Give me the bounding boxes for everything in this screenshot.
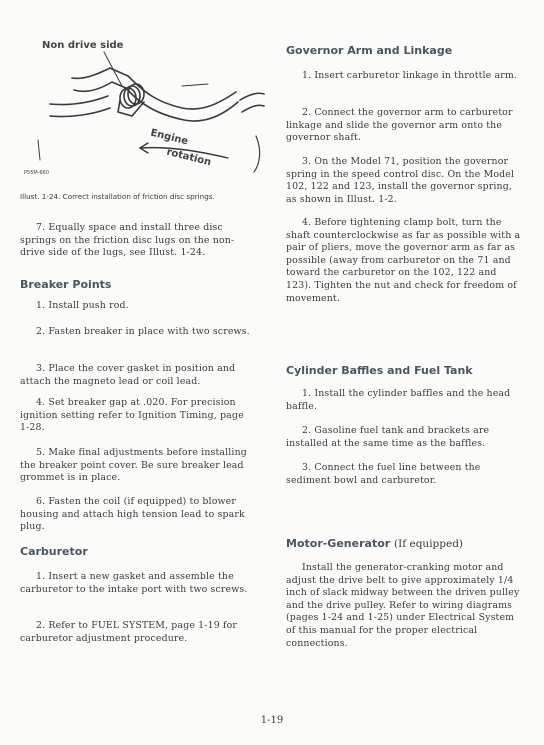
motor-generator-title: Motor-Generator [286,537,391,550]
carburetor-step-2: 2. Refer to FUEL SYSTEM, page 1-19 for carburetor adjustment procedure. [20,620,238,644]
friction-disc-step-7: 7. Equally space and install three disc springs on the friction disc lugs on the non-drive side of the lugs, see Illust. 1-24. [20,222,235,259]
breaker-step-1: 1. Install push rod. [36,300,129,311]
cylinder-step-2: 2. Gasoline fuel tank and brackets are installed at the same time as the baffles. [286,425,490,449]
cylinder-baffles-heading: Cylinder Baffles and Fuel Tank [286,364,473,377]
governor-step-2: 2. Connect the governor arm to carburetor linkage and slide the governor arm onto the governor shaft. [286,107,513,144]
friction-disc-drawing [32,40,268,188]
cylinder-step-3: 3. Connect the fuel line between the sediment bowl and carburetor. [286,462,481,486]
breaker-points-heading: Breaker Points [20,278,112,291]
motor-generator-instructions: Install the generator-cranking motor and adjust the drive belt to give approximately 1/4 inch of slack midway between the driven pulley and the drive pulley. Refer to wiring diagrams (pages 1-24 and 1-25) under Electrical System of this manual for the proper electrical connections. [286,562,520,649]
motor-generator-heading [286,537,463,550]
figure-code-label: P55M-660 [24,170,50,176]
carburetor-step-1: 1. Insert a new gasket and assemble the carburetor to the intake port with two screws. [20,571,248,595]
governor-step-4: 4. Before tightening clamp bolt, turn the shaft counterclockwise as far as possible with a pair of pliers, move the governor arm as far as possible (away from carburetor on the 71 and toward the carburetor on the 102, 122 and 123). Tighten the nut and check for freedom of movement. [286,217,521,304]
governor-step-3: 3. On the Model 71, position the governor spring in the speed control disc. On the Model 102, 122 and 123, install the governor spring, as shown in Illust. 1-2. [286,156,515,205]
governor-heading: Governor Arm and Linkage [286,44,453,57]
breaker-step-4: 4. Set breaker gap at .020. For precision ignition setting refer to Ignition Timing, page 1-28. [20,397,244,434]
figure-caption: Illust. 1-24. Correct installation of friction disc springs. [20,192,215,201]
friction-disc-springs-illustration [24,40,268,188]
engine-label: Engine [149,127,190,148]
rotation-label: rotation [165,146,213,169]
breaker-step-5: 5. Make final adjustments before installing the breaker point cover. Be sure breaker lead grommet is in place. [20,447,247,484]
governor-step-1: 1. Insert carburetor linkage in throttle arm. [302,70,518,81]
motor-generator-qualifier: (If equipped) [394,538,464,550]
breaker-step-2: 2. Fasten breaker in place with two screws. [36,326,250,337]
page-number: 1-19 [260,715,284,726]
carburetor-heading: Carburetor [20,545,88,558]
breaker-step-3: 3. Place the cover gasket in position and attach the magneto lead or coil lead. [20,363,236,387]
breaker-step-6: 6. Fasten the coil (if equipped) to blower housing and attach high tension lead to spark plug. [20,496,245,533]
cylinder-step-1: 1. Install the cylinder baffles and the head baffle. [286,388,511,412]
non-drive-side-label: Non drive side [42,40,124,51]
